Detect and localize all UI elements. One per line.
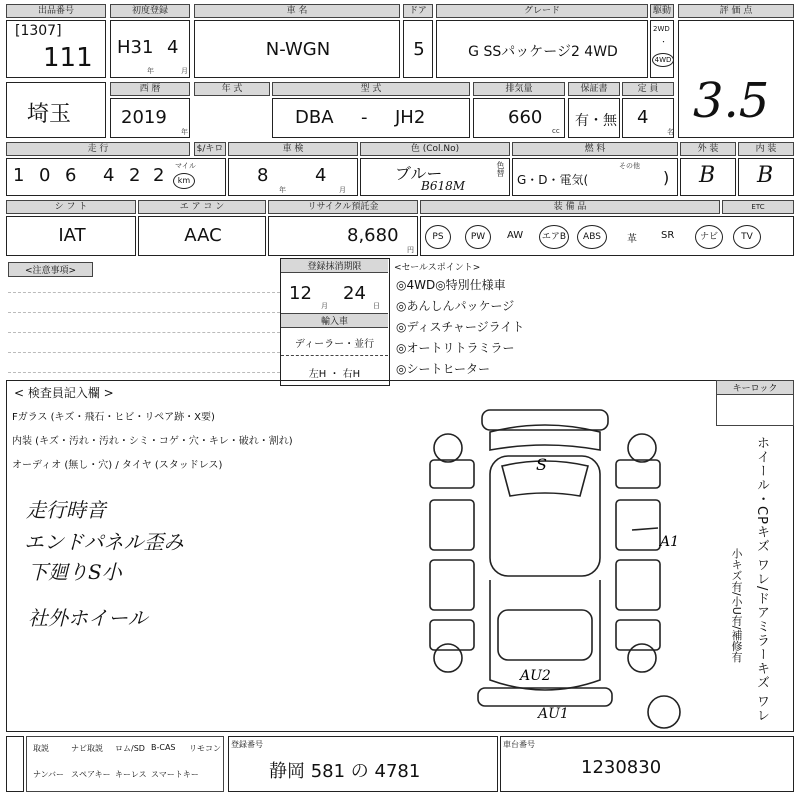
western-year: 2019 — [121, 107, 167, 128]
notes-line — [8, 292, 280, 293]
aircon-box — [138, 216, 266, 256]
unit-header: $/キロ — [194, 142, 226, 156]
equip-navi-circled: ナビ — [695, 225, 723, 249]
steering-value: 左H ・ 右H — [308, 369, 361, 380]
grade-value: G SSパッケージ2 4WD — [468, 44, 618, 60]
shift-value: IAT — [58, 225, 86, 246]
bottom-item-bcas: B-CAS — [151, 743, 176, 752]
model-year-header: 年 式 — [194, 82, 270, 96]
reg-deadline-month: 12 — [289, 283, 312, 304]
right-front-wheel — [628, 434, 656, 462]
sales-point-3: ◎ディスチャージライト — [396, 320, 525, 334]
recycle-unit: 円 — [407, 246, 414, 254]
inspector-header: < 検査員記入欄 > — [14, 386, 114, 400]
mileage-header: 走 行 — [6, 142, 190, 156]
displacement-unit: cc — [552, 127, 560, 135]
reg-number-value: 静岡 581 の 4781 — [269, 761, 421, 782]
sales-point-2: ◎あんしんパッケージ — [396, 299, 515, 313]
bottom-item-smart-key: スマートキー — [151, 770, 199, 779]
diagram-mark-roof: S — [536, 455, 547, 474]
shift-box — [6, 216, 136, 256]
mileage-km-circled: km — [173, 173, 195, 189]
first-reg-year-unit: 年 — [147, 67, 154, 75]
doors-value: 5 — [413, 39, 425, 60]
bottom-item-manual: 取説 — [33, 744, 49, 753]
bottom-item-rom: ロム/SD — [115, 744, 145, 753]
diagram-mark-rear: AU2 — [520, 668, 551, 684]
notes-line — [8, 312, 280, 313]
first-reg-header: 初度登録 — [110, 4, 190, 18]
diagram-mark-bottom: AU1 — [538, 706, 569, 722]
mileage-box — [6, 158, 226, 196]
first-reg-box — [110, 20, 190, 78]
reg-number-label: 登録番号 — [231, 740, 263, 749]
equipment-extra-header: ETC — [722, 200, 794, 214]
handwritten-note-1: 走行時音 — [26, 498, 106, 522]
western-year-box — [110, 98, 190, 138]
drive-2wd: 2WD — [653, 25, 670, 33]
exterior-score: B — [699, 163, 716, 188]
interior-header: 内 装 — [738, 142, 794, 156]
reg-number-box — [228, 736, 498, 792]
mileage-digit-3: 6 — [65, 165, 77, 186]
western-year-header: 西 暦 — [110, 82, 190, 96]
shift-header: シ フ ト — [6, 200, 136, 214]
inspector-line-audio: オーディオ (無し・穴) / タイヤ (スタッドレス) — [12, 460, 223, 471]
lot-no-header: 出品番号 — [6, 4, 106, 18]
handwritten-note-2: エンドパネル歪み — [24, 530, 184, 554]
reg-deadline-month-unit: 月 — [321, 302, 328, 310]
bottom-side-label — [6, 736, 24, 792]
recycle-box — [268, 216, 418, 256]
equip-leather: 革 — [627, 234, 637, 245]
displacement-value: 660 — [508, 107, 543, 128]
right-rear-door — [616, 560, 660, 610]
exterior-header: 外 装 — [680, 142, 736, 156]
model-type-dash: - — [361, 107, 368, 128]
fuel-box — [512, 158, 678, 196]
recycle-header: リサイクル預託金 — [268, 200, 418, 214]
inspection-box — [228, 158, 358, 196]
car-name: N-WGN — [265, 39, 331, 60]
equip-tv-circled: TV — [733, 225, 761, 249]
warranty-header: 保証書 — [568, 82, 620, 96]
right-vertical-sub: 小キズ有/小U有/補修有 — [730, 548, 743, 663]
mileage-digit-4: 4 — [103, 165, 115, 186]
import-value: ディーラー・並行 — [294, 339, 375, 350]
model-type-prefix: DBA — [295, 107, 334, 128]
drive-header: 駆動 — [650, 4, 674, 18]
reg-deadline-box — [280, 258, 390, 386]
equip-abs-circled: ABS — [577, 225, 607, 249]
color-code: B618M — [421, 179, 466, 193]
lot-box — [6, 20, 106, 78]
roof — [490, 456, 600, 576]
left-front-door — [430, 500, 474, 550]
inspection-month-unit: 月 — [339, 186, 346, 194]
handwritten-note-4: 社外ホイール — [28, 606, 148, 630]
mileage-digit-2: 0 — [39, 165, 51, 186]
color-header: 色 (Col.No) — [360, 142, 510, 156]
right-rear-fender — [616, 620, 660, 650]
inspector-line-interior: 内装 (キズ・汚れ・汚れ・シミ・コゲ・穴・キレ・破れ・割れ) — [12, 436, 293, 447]
region-box — [6, 82, 106, 138]
warranty-value: 有・無 — [575, 113, 617, 129]
color-repaint: 色替 — [496, 161, 505, 177]
right-front-fender — [616, 460, 660, 488]
capacity-value: 4 — [637, 107, 649, 128]
western-year-unit: 年 — [181, 128, 188, 136]
notes-line — [8, 352, 280, 353]
left-rear-door — [430, 560, 474, 610]
mileage-digit-1: 1 — [13, 165, 25, 186]
aircon-value: AAC — [184, 225, 222, 246]
model-type-header: 型 式 — [272, 82, 470, 96]
bottom-item-plate: ナンバー — [33, 770, 65, 779]
mileage-digit-6: 2 — [153, 165, 165, 186]
capacity-unit: 名 — [667, 128, 674, 136]
fuel-other-label: その他 — [619, 162, 640, 170]
inspection-year-unit: 年 — [279, 186, 286, 194]
interior-box — [738, 158, 794, 196]
left-rear-fender — [430, 620, 474, 650]
displacement-header: 排気量 — [473, 82, 565, 96]
reg-deadline-day: 24 — [343, 283, 366, 304]
reg-deadline-day-unit: 日 — [373, 302, 380, 310]
right-front-door — [616, 500, 660, 550]
rating-value: 3.5 — [693, 73, 770, 129]
handwritten-note-3: 下廻りS小 — [28, 560, 122, 584]
grade-header: グレード — [436, 4, 648, 18]
fuel-header: 燃 料 — [512, 142, 678, 156]
right-rear-wheel — [628, 644, 656, 672]
front-bumper — [482, 410, 608, 430]
lot-number: 111 — [43, 43, 93, 73]
first-reg-era: H31 — [117, 37, 154, 58]
chassis-number-box — [500, 736, 794, 792]
equipment-box — [420, 216, 794, 256]
equip-ps-circled: PS — [425, 225, 451, 249]
color-name: ブルー — [395, 164, 443, 183]
diagram-mark-right: A1 — [660, 534, 680, 550]
drive-dot: ・ — [660, 38, 667, 46]
grade-box — [436, 20, 648, 78]
rating-box — [678, 20, 794, 138]
capacity-box — [622, 98, 674, 138]
bottom-items-box — [26, 736, 224, 792]
drive-box — [650, 20, 674, 78]
bottom-item-navi-manual: ナビ取説 — [71, 744, 103, 753]
mileage-mile-label: マイル — [175, 162, 196, 170]
exterior-box — [680, 158, 736, 196]
notes-line — [8, 372, 280, 373]
bottom-item-keyless: キーレス — [115, 770, 147, 779]
model-type-box — [272, 98, 470, 138]
left-front-wheel — [434, 434, 462, 462]
import-divider — [281, 355, 388, 356]
equipment-header: 装 備 品 — [420, 200, 720, 214]
inspection-header: 車 検 — [228, 142, 358, 156]
chassis-number-value: 1230830 — [581, 757, 662, 778]
left-front-fender — [430, 460, 474, 488]
right-vertical-main: ホイール・CPキズ ワレ/ドアミラーキズ ワレ — [754, 436, 769, 723]
equip-aw: AW — [507, 230, 524, 241]
inspection-month: 4 — [315, 165, 327, 186]
equip-sr: SR — [661, 230, 675, 241]
bottom-item-spare-key: スペアキー — [71, 770, 111, 779]
region: 埼玉 — [27, 102, 72, 127]
first-reg-month: 4 — [167, 37, 179, 58]
doors-header: ドア — [403, 4, 433, 18]
a1-pointer — [632, 528, 658, 530]
mileage-digit-5: 2 — [129, 165, 141, 186]
sales-points-header: <セールスポイント> — [394, 263, 481, 273]
notes-line — [8, 332, 280, 333]
equip-pw-circled: PW — [465, 225, 491, 249]
lot-prefix: [1307] — [15, 23, 62, 39]
model-type-code: JH2 — [395, 107, 426, 128]
keylock-box — [716, 394, 794, 426]
chassis-number-label: 車台番号 — [503, 740, 535, 749]
equip-airbag-circled: エアB — [539, 225, 569, 249]
inspection-year: 8 — [257, 165, 269, 186]
displacement-box — [473, 98, 565, 138]
warranty-box — [568, 98, 620, 138]
sales-point-1: ◎4WD◎特別仕様車 — [396, 278, 506, 292]
doors-box — [403, 20, 433, 78]
interior-score: B — [757, 163, 774, 188]
sales-point-5: ◎シートヒーター — [396, 362, 490, 376]
color-box — [360, 158, 510, 196]
notes-header: <注意事項> — [8, 262, 93, 277]
recycle-value: 8,680 — [347, 225, 399, 246]
hood — [490, 425, 600, 450]
car-name-header: 車 名 — [194, 4, 400, 18]
keylock-header: キーロック — [716, 380, 794, 395]
import-header: 輸入車 — [281, 313, 388, 328]
rating-header: 評 価 点 — [678, 4, 794, 18]
fuel-close: ) — [663, 168, 670, 187]
sales-point-4: ◎オートリトラミラー — [396, 341, 515, 355]
car-diagram — [420, 400, 680, 720]
reg-deadline-header: 登録抹消期限 — [281, 259, 388, 273]
fuel-options: G・D・電気( — [517, 173, 589, 187]
inspector-line-glass: Fガラス (キズ・飛石・ヒビ・リペア跡・X要) — [12, 412, 215, 423]
capacity-header: 定 員 — [622, 82, 674, 96]
rear-glass — [498, 610, 592, 660]
aircon-header: エ ア コ ン — [138, 200, 266, 214]
drive-4wd-circled: 4WD — [652, 53, 674, 67]
bottom-item-remote: リモコン — [189, 744, 221, 753]
first-reg-month-unit: 月 — [181, 67, 188, 75]
car-name-box — [194, 20, 400, 78]
left-rear-wheel — [434, 644, 462, 672]
